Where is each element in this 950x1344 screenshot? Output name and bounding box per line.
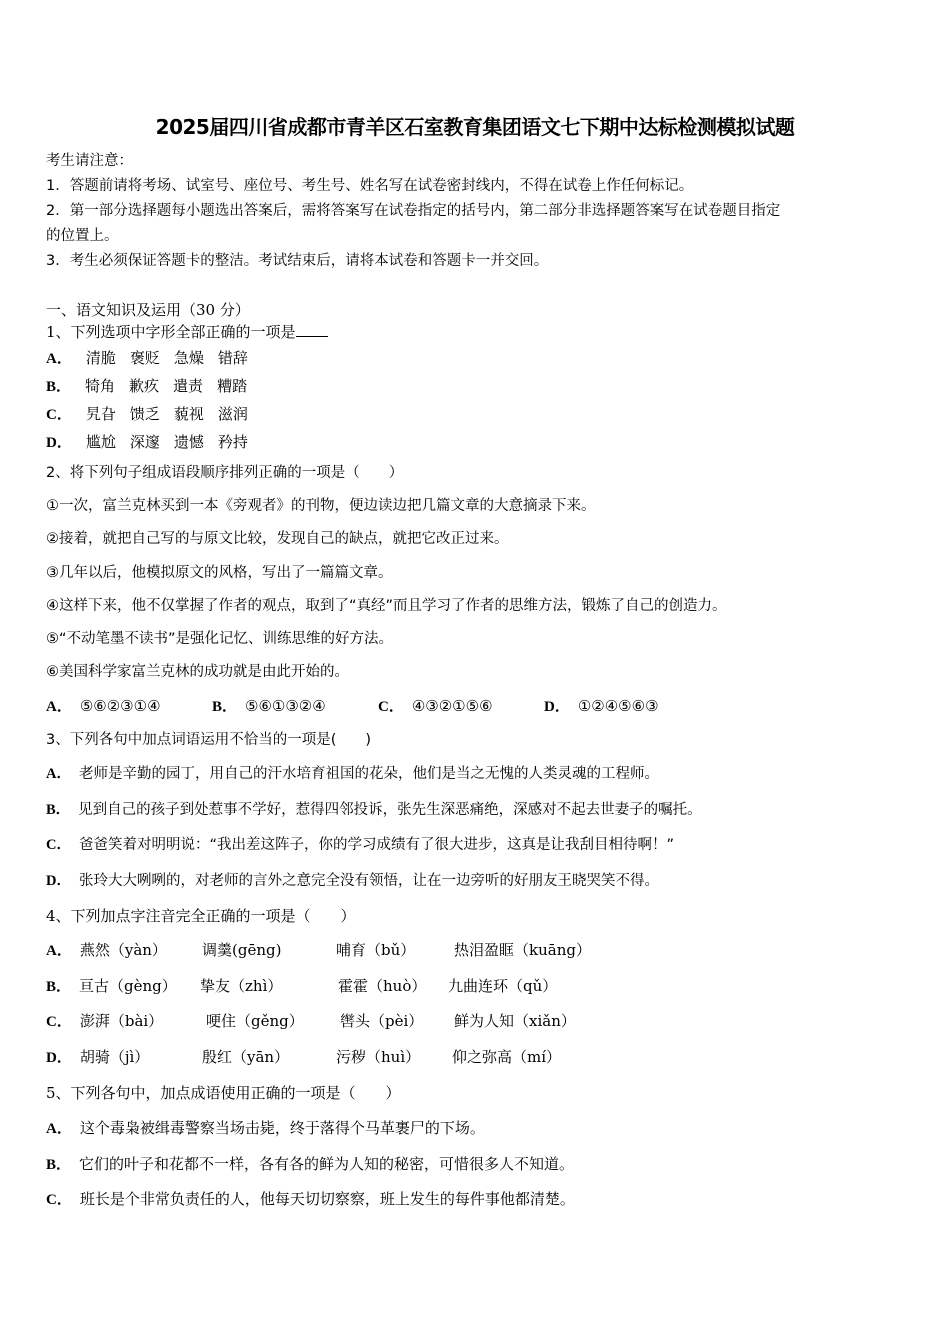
- option-label: D．: [46, 1050, 72, 1066]
- notice-item-2-cont: 的位置上。: [46, 228, 119, 244]
- q2-sentence-5: ⑤“不动笔墨不读书”是强化记忆、训练思维的好方法。: [46, 631, 394, 647]
- pinyin-item: 澎湃（bài）: [79, 1012, 164, 1030]
- option-label: C．: [46, 837, 71, 853]
- option-label: A．: [46, 766, 71, 782]
- q4-option-c: [46, 1011, 906, 1031]
- option-label: C．: [378, 699, 404, 715]
- pinyin-item: 仰之弥高（mí）: [452, 1048, 562, 1066]
- notice-item-2: 2．第一部分选择题每小题选出答案后，需将答案写在试卷指定的括号内，第二部分非选择题答案写在试卷题目指定: [46, 203, 781, 219]
- word: 褒贬: [129, 349, 160, 367]
- q4-option-a: [46, 940, 906, 960]
- word: 歉疚: [129, 377, 160, 395]
- option-text: ⑤⑥①③②④: [245, 697, 326, 715]
- option-text: ①②④⑤⑥③: [577, 697, 659, 715]
- q2-option-a: [46, 696, 161, 717]
- word: 尴尬: [85, 433, 116, 451]
- word: 糟踏: [217, 377, 248, 395]
- pinyin-item: 燕然（yàn）: [79, 941, 167, 959]
- q1-option-a: [46, 348, 262, 369]
- q2-sentence-4: ④这样下来，他不仅掌握了作者的观点，取到了“真经”而且学习了作者的思维方法，锻炼了自己的创造力。: [46, 598, 727, 614]
- pinyin-item: 九曲连环（qǔ）: [448, 977, 558, 995]
- q5-stem: 5、下列各句中，加点成语使用正确的一项是（ ）: [46, 1084, 401, 1102]
- option-text: 老师是辛勤的园丁，用自己的汗水培育祖国的花朵，他们是当之无愧的人类灵魂的工程师。: [78, 766, 659, 782]
- q1-option-c: [46, 404, 262, 425]
- q3-option-d: [46, 871, 659, 891]
- word: 遗憾: [173, 433, 204, 451]
- q1-option-b: [46, 376, 261, 397]
- notice-item-1: 1．答题前请将考场、试室号、座位号、考生号、姓名写在试卷密封线内，不得在试卷上作任何标记。: [46, 178, 694, 194]
- option-label: B．: [46, 1157, 72, 1173]
- q2-option-b: [212, 696, 326, 717]
- option-label: D．: [46, 873, 71, 889]
- q1-option-d: [46, 432, 262, 453]
- q3-stem: 3、下列各句中加点词语运用不恰当的一项是( ): [46, 732, 372, 748]
- q5-option-b: [46, 1154, 574, 1175]
- word: 犄角: [85, 377, 116, 395]
- option-label: D．: [46, 435, 72, 451]
- word: 旯旮: [85, 405, 116, 423]
- q2-sentence-1: ①一次，富兰克林买到一本《旁观者》的刊物，便边读边把几篇文章的大意摘录下来。: [46, 498, 596, 514]
- word: 矜持: [217, 433, 248, 451]
- word: 清脆: [85, 349, 116, 367]
- q1-stem-text: 1、下列选项中字形全部正确的一项是: [46, 323, 296, 341]
- pinyin-item: 挚友（zhì）: [200, 977, 283, 995]
- pinyin-item: 胡骑（jì）: [79, 1048, 150, 1066]
- option-label: B．: [46, 379, 72, 395]
- pinyin-item: 污秽（huì）: [336, 1048, 421, 1066]
- option-text: ④③②①⑤⑥: [411, 697, 493, 715]
- q2-option-d: [544, 696, 659, 717]
- word: 深邃: [129, 433, 160, 451]
- option-label: B．: [46, 979, 72, 995]
- option-label: C．: [46, 1014, 72, 1030]
- option-label: C．: [46, 1192, 72, 1208]
- q4-stem: 4、下列加点字注音完全正确的一项是（ ）: [46, 907, 356, 925]
- word: 馈乏: [129, 405, 160, 423]
- word: 错辞: [217, 349, 248, 367]
- option-text: 它们的叶子和花都不一样，各有各的鲜为人知的秘密，可惜很多人不知道。: [79, 1155, 575, 1173]
- pinyin-item: 调羹(gēng): [202, 941, 282, 959]
- q2-sentence-3: ③几年以后，他模拟原文的风格，写出了一篇篇文章。: [46, 565, 393, 581]
- option-label: A．: [46, 699, 72, 715]
- option-label: B．: [46, 802, 71, 818]
- pinyin-item: 哽住（gěng）: [206, 1012, 304, 1030]
- q2-option-c: [378, 696, 493, 717]
- q3-option-a: [46, 764, 659, 784]
- pinyin-item: 霍霍（huò）: [338, 977, 427, 995]
- option-label: A．: [46, 943, 72, 959]
- q2-options: [46, 696, 906, 716]
- word: 遣责: [173, 377, 204, 395]
- notice-heading: 考生请注意：: [46, 153, 133, 169]
- q5-option-c: [46, 1189, 575, 1210]
- q2-stem: 2、将下列句子组成语段顺序排列正确的一项是（ ）: [46, 465, 404, 481]
- option-label: B．: [212, 699, 238, 715]
- option-text: ⑤⑥②③①④: [79, 697, 161, 715]
- pinyin-item: 殷红（yān）: [202, 1048, 290, 1066]
- pinyin-item: 辔头（pèi）: [340, 1012, 424, 1030]
- notice-item-3: 3．考生必须保证答题卡的整洁。考试结束后，请将本试卷和答题卡一并交回。: [46, 253, 549, 269]
- option-label: A．: [46, 351, 72, 367]
- word: 滋润: [217, 405, 248, 423]
- q1-stem: [46, 322, 328, 342]
- pinyin-item: 哺育（bǔ）: [336, 941, 416, 959]
- pinyin-item: 鲜为人知（xiǎn）: [454, 1012, 576, 1030]
- option-text: 张玲大大咧咧的，对老师的言外之意完全没有领悟，让在一边旁听的好朋友王晓哭笑不得。: [78, 873, 659, 889]
- word: 藐视: [173, 405, 204, 423]
- answer-blank: [296, 322, 328, 337]
- q5-option-a: [46, 1118, 485, 1139]
- section-heading: 一、语文知识及运用（30 分）: [46, 301, 250, 319]
- word: 急燥: [173, 349, 204, 367]
- pinyin-item: 热泪盈眶（kuāng）: [454, 941, 591, 959]
- q2-sentence-2: ②接着，就把自己写的与原文比较，发现自己的缺点，就把它改正过来。: [46, 531, 509, 547]
- q4-option-b: [46, 976, 906, 996]
- option-text: 爸爸笑着对明明说：“我出差这阵子，你的学习成绩有了很大进步，这真是让我刮目相待啊！”: [78, 837, 675, 853]
- option-text: 班长是个非常负责任的人，他每天切切察察，班上发生的每件事他都清楚。: [79, 1190, 575, 1208]
- q2-sentence-6: ⑥美国科学家富兰克林的成功就是由此开始的。: [46, 664, 349, 680]
- option-label: C．: [46, 407, 72, 423]
- q3-option-b: [46, 800, 702, 820]
- option-text: 这个毒枭被缉毒警察当场击毙，终于落得个马革裹尸的下场。: [79, 1119, 485, 1137]
- option-label: D．: [544, 699, 570, 715]
- q3-option-c: [46, 835, 674, 855]
- option-label: A．: [46, 1121, 72, 1137]
- option-text: 见到自己的孩子到处惹事不学好，惹得四邻投诉，张先生深恶痛绝，深感对不起去世妻子的嘱托。: [78, 802, 702, 818]
- page-title: 2025届四川省成都市青羊区石室教育集团语文七下期中达标检测模拟试题: [155, 115, 795, 139]
- pinyin-item: 亘古（gèng）: [79, 977, 177, 995]
- q4-option-d: [46, 1047, 906, 1067]
